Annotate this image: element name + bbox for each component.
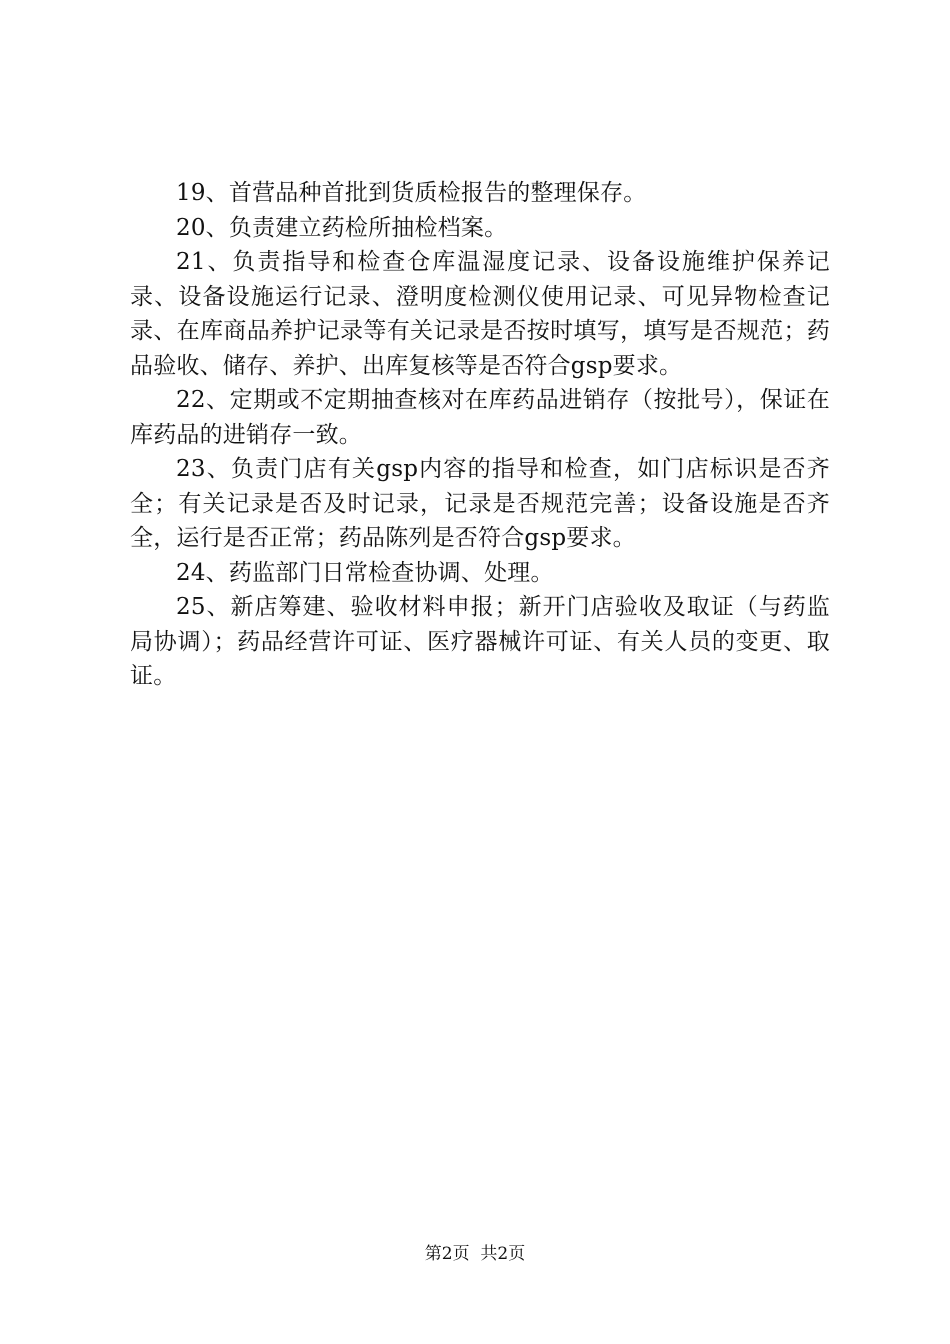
paragraph-item-20: 20、负责建立药检所抽检档案。 — [176, 214, 508, 241]
paragraph-item-21: 21、负责指导和检查仓库温湿度记录、设备设施维护保养记录、设备设施运行记录、澄明度检测仪使用记录、可见异物检查记录、在库商品养护记录等有关记录是否按时填写，填写是否规范；药品验收、储存、养护、出库复核等是否符合gsp要求。 — [130, 249, 830, 379]
paragraph-item-19: 19、首营品种首批到货质检报告的整理保存。 — [176, 180, 647, 206]
paragraph-item-23: 23、负责门店有关gsp内容的指导和检查，如门店标识是否齐全；有关记录是否及时记录，记录是否规范完善；设备设施是否齐全，运行是否正常；药品陈列是否符合gsp要求。 — [130, 456, 830, 551]
paragraph-item-25: 25、新店筹建、验收材料申报；新开门店验收及取证（与药监局协调）；药品经营许可证、医疗器械许可证、有关人员的变更、取证。 — [130, 594, 830, 689]
paragraph-item-24: 24、药监部门日常检查协调、处理。 — [176, 559, 554, 586]
paragraph-item-22: 22、定期或不定期抽查核对在库药品进销存（按批号），保证在库药品的进销存一致。 — [130, 387, 830, 448]
document-body — [130, 176, 830, 694]
page-number-label: 第2页 共2页 — [424, 1244, 526, 1264]
page-footer — [0, 1243, 950, 1265]
